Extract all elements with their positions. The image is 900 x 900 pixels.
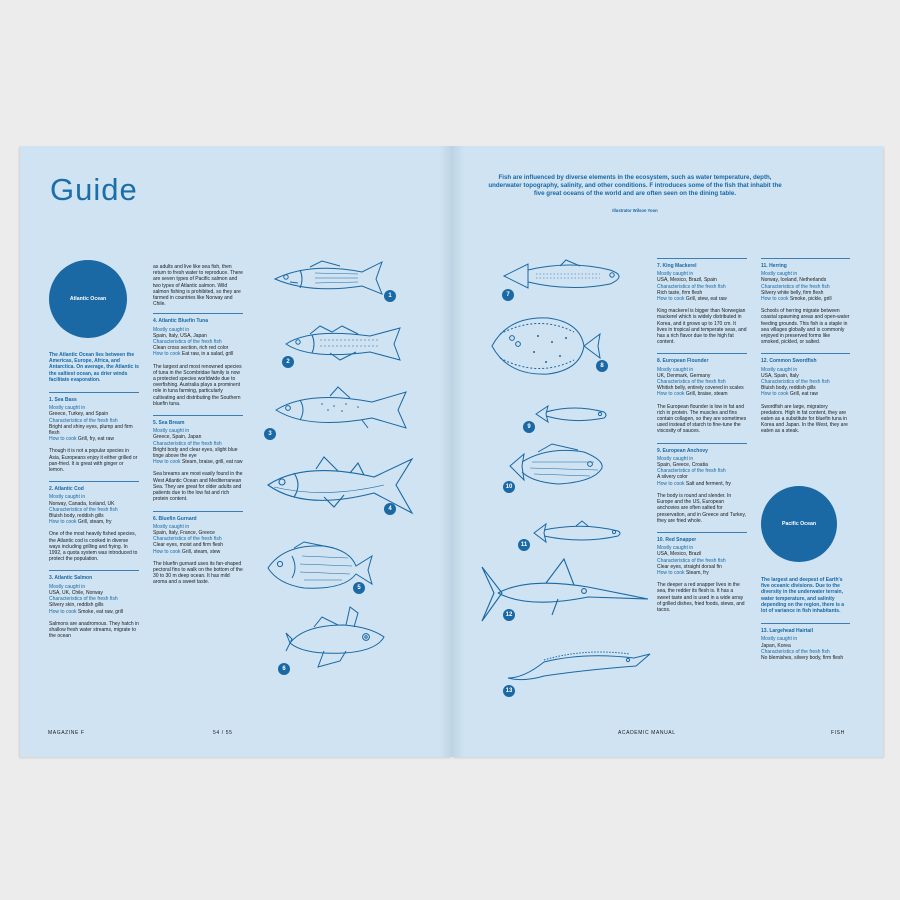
page-title: Guide xyxy=(50,172,138,207)
fish-section xyxy=(49,570,139,639)
char-value: Silvery white belly, firm flesh xyxy=(761,289,824,296)
cook-line xyxy=(761,296,850,302)
caught-value: USA, UK, Chile, Norway xyxy=(49,589,103,596)
section-body: Schools of herring migrate between coastal spawning areas and open-water feeding grounds. This fish is a staple in sea villages globally and is commonly enjoyed in preserved forms like smoked, pickled, or salted. xyxy=(761,308,850,346)
cook-label: How to cook xyxy=(657,296,685,303)
sea-bass-illustration xyxy=(270,258,390,300)
caught-label: Mostly caught in xyxy=(49,583,86,590)
section-head: 8. European Flounder xyxy=(657,358,709,365)
caught-value: Norway, Canada, Iceland, UK xyxy=(49,500,115,507)
fish-section xyxy=(657,532,747,613)
char-value: Silvery skin, reddish gills xyxy=(49,602,104,609)
cook-value: Smoke, pickle, grill xyxy=(789,296,832,303)
cook-label: How to cook xyxy=(761,391,789,398)
fish-number-13: 13 xyxy=(503,685,515,697)
char-label: Characteristics of the fresh fish xyxy=(49,417,118,424)
caught-value: Greece, Spain, Japan xyxy=(153,434,202,441)
footer-page-numbers: 54 / 55 xyxy=(213,730,233,736)
cook-value: Grill, stew, eat raw xyxy=(685,296,727,303)
left-column-1 xyxy=(49,352,139,647)
fish-section xyxy=(153,313,243,407)
cook-label: How to cook xyxy=(49,436,77,443)
cook-value: Grill, eat raw xyxy=(789,391,818,398)
footer-fish: FISH xyxy=(831,730,845,736)
caught-value: Japan, Korea xyxy=(761,642,791,649)
fish-number-10: 10 xyxy=(503,481,515,493)
char-value: No blemishes, silvery body, firm flesh xyxy=(761,655,844,662)
cook-label: How to cook xyxy=(761,296,789,303)
char-label: Characteristics of the fresh fish xyxy=(657,468,726,475)
section-head: 11. Herring xyxy=(761,263,787,269)
fish-section xyxy=(49,481,139,562)
char-label: Characteristics of the fresh fish xyxy=(761,648,830,655)
right-column-2-bottom xyxy=(761,577,850,669)
cook-line xyxy=(657,481,747,487)
caught-label: Mostly caught in xyxy=(153,523,190,530)
fish-section xyxy=(657,353,747,434)
king-mackerel-illustration xyxy=(500,256,634,300)
atlantic-ocean-badge xyxy=(49,260,127,338)
caught-value: UK, Denmark, Germany xyxy=(657,372,711,379)
char-value: Bright and shiny eyes, plump and firm flesh xyxy=(49,423,133,437)
caught-label: Mostly caught in xyxy=(153,326,190,333)
right-intro: Fish are influenced by diverse elements in the ecosystem, such as water temperature, depth, underwater topography, salinity, and other conditions. F introduces some of the fish that inhabit the five great oceans of the world and are often seen on the dining table. xyxy=(488,174,782,197)
section-body: The body is round and slender. In Europe and the US, European anchovies are often salted for preservation, and in Greece and Turkey, they are fried whole. xyxy=(657,492,746,524)
cook-line xyxy=(153,549,243,555)
cook-value: Smoke, eat raw, grill xyxy=(77,608,123,615)
cook-label: How to cook xyxy=(153,459,181,466)
section-head: 12. Common Swordfish xyxy=(761,358,817,365)
cook-line xyxy=(49,436,139,442)
cook-value: Grill, braise, steam xyxy=(685,391,728,398)
caught-value: USA, Mexico, Brazil, Spain xyxy=(657,277,717,284)
char-value: Clear eyes, moist and firm flesh xyxy=(153,542,224,549)
fish-section xyxy=(49,392,139,473)
caught-label: Mostly caught in xyxy=(761,271,798,278)
caught-label: Mostly caught in xyxy=(49,494,86,501)
section-head: 5. Sea Bream xyxy=(153,420,185,427)
spine-gutter xyxy=(440,146,464,757)
left-column-2 xyxy=(153,264,243,594)
char-label: Characteristics of the fresh fish xyxy=(657,283,726,290)
fish-number-8: 8 xyxy=(596,360,608,372)
caught-label: Mostly caught in xyxy=(49,405,86,412)
cook-line xyxy=(657,570,747,576)
section-body: The bluefin gurnard uses its fan-shaped pectoral fins to walk on the bottom of the 30 to 30 m deep ocean. It has mild aroma and a sweet taste. xyxy=(153,560,243,586)
caught-label: Mostly caught in xyxy=(153,428,190,435)
salmon-continued: as adults and live like sea fish, then return to fresh water to reproduce. There are seven types of Pacific salmon and two types of Atlantic salmon. Wild salmon fishing is prohibited, so they are farmed in countries like Norway and Chile. xyxy=(153,264,243,308)
european-flounder-illustration xyxy=(488,312,604,378)
fish-number-7: 7 xyxy=(502,289,514,301)
char-label: Characteristics of the fresh fish xyxy=(657,379,726,386)
fish-section xyxy=(153,511,243,586)
section-largehead-hairtail xyxy=(761,623,850,661)
char-label: Characteristics of the fresh fish xyxy=(153,339,222,346)
footer-academic-manual: ACADEMIC MANUAL xyxy=(618,730,676,736)
fish-number-2: 2 xyxy=(282,356,294,368)
footer-magazine: MAGAZINE F xyxy=(48,730,85,736)
fish-number-5: 5 xyxy=(353,582,365,594)
caught-label: Mostly caught in xyxy=(657,271,694,278)
char-label: Characteristics of the fresh fish xyxy=(153,440,222,447)
char-value: Bluish body, reddish gills xyxy=(761,385,816,392)
atlantic-ocean-label: Atlantic Ocean xyxy=(69,296,107,302)
cook-value: Salt and ferment, fry xyxy=(685,480,731,487)
caught-label: Mostly caught in xyxy=(761,366,798,373)
fish-number-1: 1 xyxy=(384,290,396,302)
char-value: Clear eyes, straight dorsal fin xyxy=(657,563,722,570)
cook-line xyxy=(49,519,139,525)
section-head: 3. Atlantic Salmon xyxy=(49,575,93,582)
fish-section xyxy=(153,415,243,502)
char-label: Characteristics of the fresh fish xyxy=(657,557,726,564)
fish-number-6: 6 xyxy=(278,663,290,675)
section-body: Swordfish are large, migratory predators. High in fat content, they are eaten as a substitute for bluefin tuna in Korea and Japan. In the West, they are eaten as a steak. xyxy=(761,403,848,435)
fish-number-12: 12 xyxy=(503,609,515,621)
fish-section xyxy=(657,443,747,524)
cook-value: Grill, fry, eat raw xyxy=(77,436,114,443)
section-head: 1. Sea Bass xyxy=(49,397,77,404)
char-value: Whitish belly, entirely covered in scales xyxy=(657,385,744,392)
char-label: Characteristics of the fresh fish xyxy=(153,536,222,543)
cook-value: Steam, braise, grill, eat raw xyxy=(181,459,243,466)
section-head: 10. Red Snapper xyxy=(657,536,697,543)
cook-line xyxy=(761,391,850,397)
cook-line xyxy=(657,391,747,397)
cook-value: Steam, fry xyxy=(685,569,709,576)
char-value: Rich taste, firm flesh xyxy=(657,289,703,296)
char-value: Bluish body, reddish gills xyxy=(49,513,104,520)
atlantic-salmon-illustration xyxy=(272,384,410,436)
section-body: One of the most heavily fished species, the Atlantic cod is cooked in diverse ways including grilling and frying. In 1992, a quota system was introduced to protect the population. xyxy=(49,531,138,563)
fish-section xyxy=(761,353,850,434)
section-body: The deeper a red snapper lives in the sea, the redder its flesh is. It has a sweet taste and is used in a wide array of grilled dishes, fried foods, stews, and tacos. xyxy=(657,582,745,613)
section-body: King mackerel is bigger than Norwegian mackerel which is widely distributed in Korea, and it grows up to 170 cm. It lives in tropical and temperate seas, and has a rich flavor due to the high fat content. xyxy=(657,308,747,346)
cook-label: How to cook xyxy=(49,608,77,615)
right-column-1 xyxy=(657,258,747,621)
cook-label: How to cook xyxy=(153,548,181,555)
atlantic-cod-illustration xyxy=(280,322,408,366)
cook-line xyxy=(153,351,243,357)
char-label: Characteristics of the fresh fish xyxy=(761,379,830,386)
cook-label: How to cook xyxy=(657,391,685,398)
section-body: Though it is not a popular species in Asia, Europeans enjoy it either grilled or pan-fried. It is great with ginger or lemon. xyxy=(49,448,138,474)
right-column-2 xyxy=(761,258,850,443)
section-body: Salmons are anadromous. They hatch in shallow fresh water streams, migrate to the ocean xyxy=(49,620,139,640)
swordfish-illustration xyxy=(478,557,650,631)
caught-label: Mostly caught in xyxy=(761,636,798,643)
section-body: The European flounder is low in fat and rich in protein. The muscles and fins contain collagen, so they are sometimes used instead of starch to fine-tune the viscosity of sauces. xyxy=(657,403,747,435)
section-body: The largest and most renowned species of tuna in the Scombridae family is now a protected species worldwide due to overfishing. Australia plays a prominent role in tuna farming, particularly cultivating and distributing the Southern bluefin tuna. xyxy=(153,363,242,407)
section-body: Sea breams are most easily found in the West Atlantic Ocean and Mediterranean Sea. They are great for older adults and patients due to the low fat and rich protein content. xyxy=(153,471,243,503)
red-snapper-illustration xyxy=(508,442,608,492)
char-value: Clean cross section, rich red color xyxy=(153,345,229,352)
caught-value: Norway, Iceland, Netherlands xyxy=(761,277,827,284)
cook-label: How to cook xyxy=(657,569,685,576)
caught-value: USA, Mexico, Brazil xyxy=(657,551,702,558)
caught-value: USA, Spain, Italy xyxy=(761,372,799,379)
char-value: Bright body and clear eyes, slight blue tinge above the eye xyxy=(153,446,238,460)
cook-label: How to cook xyxy=(153,351,181,358)
bluefin-gurnard-illustration xyxy=(284,605,392,671)
section-head: 2. Atlantic Cod xyxy=(49,486,84,493)
fish-section xyxy=(761,258,850,345)
cook-label: How to cook xyxy=(49,519,77,526)
caught-label: Mostly caught in xyxy=(657,455,694,462)
caught-value: Spain, Italy, USA, Japan xyxy=(153,332,207,339)
cook-value: Eat raw, in a salad, grill xyxy=(181,351,234,358)
herring-illustration xyxy=(532,520,626,546)
fish-number-11: 11 xyxy=(518,539,530,551)
section-head: 7. King Mackerel xyxy=(657,263,697,269)
section-head: 6. Bluefin Gurnard xyxy=(153,515,197,522)
caught-label: Mostly caught in xyxy=(657,545,694,552)
caught-value: Spain, Greece, Croatia xyxy=(657,462,708,469)
cook-value: Grill, steam, stew xyxy=(181,548,221,555)
european-anchovy-illustration xyxy=(534,402,610,426)
section-head: 13. Largehead Hairtail xyxy=(761,628,813,635)
fish-number-3: 3 xyxy=(264,428,276,440)
caught-value: Greece, Turkey, and Spain xyxy=(49,411,109,418)
char-label: Characteristics of the fresh fish xyxy=(761,283,830,290)
cook-line xyxy=(153,459,243,465)
char-label: Characteristics of the fresh fish xyxy=(49,596,118,603)
pacific-ocean-label: Pacific Ocean xyxy=(781,521,817,527)
largehead-hairtail-illustration xyxy=(504,648,654,688)
char-label: Characteristics of the fresh fish xyxy=(49,506,118,513)
char-value: A silvery color xyxy=(657,474,688,481)
pacific-ocean-badge xyxy=(761,486,837,562)
caught-label: Mostly caught in xyxy=(657,366,694,373)
magazine-spread xyxy=(20,146,883,757)
illustrator-credit: Illustrator Wilson Yoon xyxy=(612,208,658,213)
fish-number-9: 9 xyxy=(523,421,535,433)
pacific-intro: The largest and deepest of Earth's five oceanic divisions. Due to the diversity in the underwater terrain, water temperature, and salinity depending on the region, there is a lot of variance in fish inhabitants. xyxy=(761,577,845,615)
cook-label: How to cook xyxy=(657,480,685,487)
cook-value: Grill, steam, fry xyxy=(77,519,112,526)
section-head: 9. European Anchovy xyxy=(657,447,708,454)
caught-value: Spain, Italy, France, Greece xyxy=(153,529,215,536)
section-head: 4. Atlantic Bluefin Tuna xyxy=(153,318,209,325)
fish-section xyxy=(657,258,747,345)
cook-line xyxy=(49,609,139,615)
fish-number-4: 4 xyxy=(384,503,396,515)
cook-line xyxy=(657,296,747,302)
atlantic-intro: The Atlantic Ocean lies between the Americas, Europe, Africa, and Antarctica. On average, the Atlantic is the saltiest ocean, as drier winds facilitate evaporation. xyxy=(49,352,139,383)
